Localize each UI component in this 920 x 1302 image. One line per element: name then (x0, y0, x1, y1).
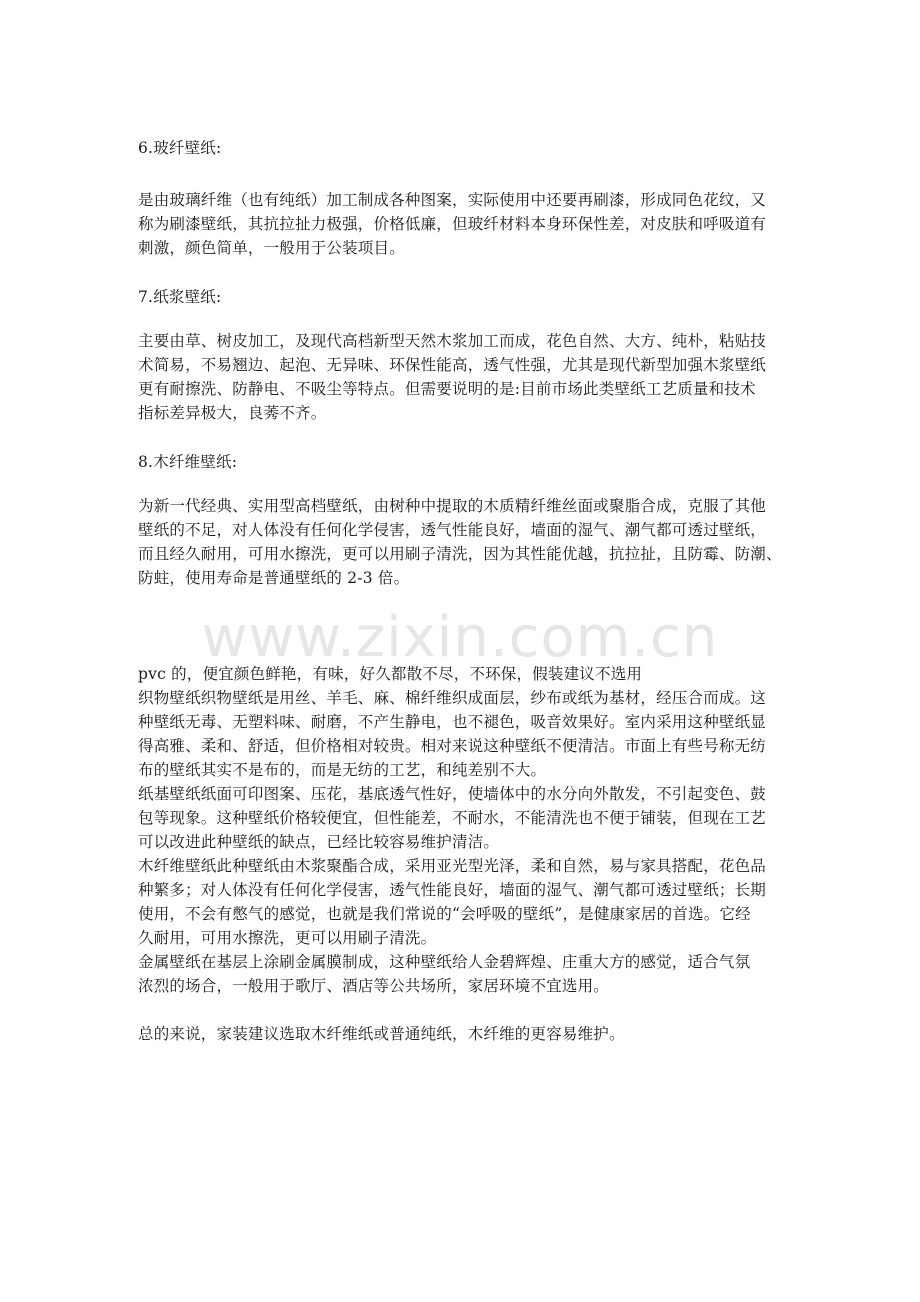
section-7-line: 术简易，不易翘边、起泡、无异味、环保性能高，透气性强，尤其是现代新型加强木浆壁纸 (138, 356, 767, 374)
section-6-heading: 6.玻纤壁纸: (138, 139, 222, 157)
notes-line: 使用，不会有憋气的感觉，也就是我们常说的“会呼吸的壁纸”，是健康家居的首选。它经 (138, 905, 751, 923)
notes-line: 得高雅、柔和、舒适，但价格相对较贵。相对来说这种壁纸不便清洁。市面上有些号称无纺 (138, 737, 767, 755)
section-8-line: 为新一代经典、实用型高档壁纸，由树种中提取的木质精纤维丝面或聚脂合成，克服了其他 (138, 497, 767, 515)
notes-line: 可以改进此种壁纸的缺点，已经比较容易维护清洁。 (138, 833, 500, 851)
section-8-heading: 8.木纤维壁纸: (138, 453, 238, 471)
notes-line: 金属壁纸在基层上涂刷金属膜制成，这种壁纸给人金碧辉煌、庄重大方的感觉，适合气氛 (138, 953, 751, 971)
conclusion-line: 总的来说，家装建议选取木纤维纸或普通纯纸，木纤维的更容易维护。 (138, 1025, 625, 1043)
section-7-line: 主要由草、树皮加工，及现代高档新型天然木浆加工而成，花色自然、大方、纯朴，粘贴技 (138, 332, 767, 350)
section-7-line: 指标差异极大，良莠不齐。 (138, 404, 327, 422)
notes-line: 种壁纸无毒、无塑料味、耐磨，不产生静电，也不褪色，吸音效果好。室内采用这种壁纸显 (138, 713, 767, 731)
section-6-line: 刺激，颜色简单，一般用于公装项目。 (138, 239, 405, 257)
section-8-line: 而且经久耐用，可用水擦洗，更可以用刷子清洗，因为其性能优越，抗拉扯，且防霉、防潮、 (138, 545, 782, 563)
notes-line: 久耐用，可用水擦洗，更可以用刷子清洗。 (138, 929, 437, 947)
notes-line: 布的壁纸其实不是布的，而是无纺的工艺，和纯差别不大。 (138, 761, 547, 779)
section-6-line: 是由玻璃纤维（也有纯纸）加工制成各种图案，实际使用中还要再刷漆，形成同色花纹，又 (138, 191, 767, 209)
notes-line: 种繁多；对人体没有任何化学侵害，透气性能良好，墙面的湿气、潮气都可透过壁纸；长期 (138, 881, 767, 899)
notes-line: 浓烈的场合，一般用于歌厅、酒店等公共场所，家居环境不宜选用。 (138, 977, 610, 995)
notes-line: 织物壁纸织物壁纸是用丝、羊毛、麻、棉纤维织成面层，纱布或纸为基材，经压合而成。这 (138, 689, 767, 707)
section-7-heading: 7.纸浆壁纸: (138, 288, 222, 306)
notes-line: 木纤维壁纸此种壁纸由木浆聚酯合成，采用亚光型光泽，柔和自然，易与家具搭配，花色品 (138, 857, 767, 875)
section-8-line: 防蛀，使用寿命是普通壁纸的 2-3 倍。 (138, 569, 410, 587)
section-8-line: 壁纸的不足，对人体没有任何化学侵害，透气性能良好，墙面的湿气、潮气都可透过壁纸， (138, 521, 767, 539)
notes-line: 包等现象。这种壁纸价格较便宜，但性能差，不耐水，不能清洗也不便于铺装，但现在工艺 (138, 809, 767, 827)
notes-line: pvc 的，便宜颜色鲜艳，有味，好久都散不尽，不环保，假装建议不选用 (138, 665, 643, 683)
notes-line: 纸基壁纸纸面可印图案、压花，基底透气性好，使墙体中的水分向外散发，不引起变色、鼓 (138, 785, 767, 803)
section-7-line: 更有耐擦洗、防静电、不吸尘等特点。但需要说明的是:目前市场此类壁纸工艺质量和技术 (138, 380, 756, 398)
section-6-line: 称为刷漆壁纸，其抗拉扯力极强，价格低廉，但玻纤材料本身环保性差，对皮肤和呼吸道有 (138, 215, 767, 233)
watermark: www.zixin.com.cn (201, 605, 719, 670)
